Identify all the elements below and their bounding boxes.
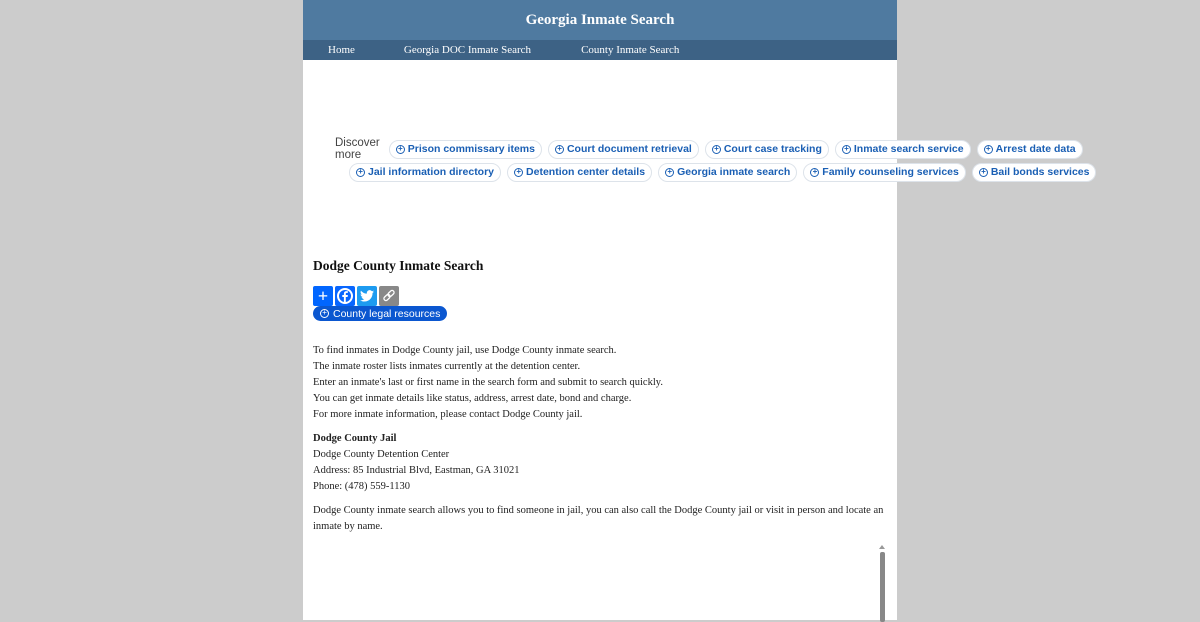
scroll-up-icon[interactable] xyxy=(879,545,885,549)
chip-georgia-inmate[interactable]: + Georgia inmate search xyxy=(658,163,797,182)
chip-jail-directory[interactable]: + Jail information directory xyxy=(349,163,501,182)
plus-circle-icon xyxy=(810,168,819,177)
main-nav xyxy=(303,40,897,60)
jail-name: Dodge County Jail xyxy=(313,433,397,444)
plus-circle-icon xyxy=(396,145,405,154)
plus-circle-icon xyxy=(555,145,564,154)
plus-circle-icon xyxy=(984,145,993,154)
nav-georgia-doc[interactable]: Georgia DOC Inmate Search xyxy=(403,44,532,56)
page-title: Dodge County Inmate Search xyxy=(313,258,484,273)
share-copy-link-button[interactable] xyxy=(379,286,399,306)
scroll-thumb[interactable] xyxy=(880,552,885,622)
chip-family-counseling[interactable]: + Family counseling services xyxy=(803,163,966,182)
chip-court-case[interactable]: + Court case tracking xyxy=(705,140,829,159)
plus-circle-icon xyxy=(514,168,523,177)
jail-info xyxy=(313,431,888,495)
outro-text: Dodge County inmate search allows you to find someone in jail, you can also call the Dodge County jail or visit in person and locate an inmate by name. xyxy=(313,505,884,532)
intro-text: To find inmates in Dodge County jail, use Dodge County inmate search. The inmate roster lists inmates currently at the detention center. Enter an inmate's last or first name in the search form and submit to search quickly. You can get inmate details like status, address, arrest date, bond and charge. For more inmate information, please contact Dodge County jail. xyxy=(313,345,663,420)
twitter-icon xyxy=(360,290,374,302)
plus-circle-icon xyxy=(320,309,329,318)
iframe-scrollbar[interactable] xyxy=(878,545,886,620)
chip-bail-bonds[interactable]: + Bail bonds services xyxy=(972,163,1097,182)
discover-label: Discover more xyxy=(335,137,380,161)
share-add-button[interactable]: + xyxy=(313,286,333,306)
plus-circle-icon xyxy=(665,168,674,177)
chip-inmate-search-service[interactable]: + Inmate search service xyxy=(835,140,971,159)
discover-more xyxy=(303,137,1090,182)
nav-county[interactable]: County Inmate Search xyxy=(581,44,680,56)
chip-county-legal-resources[interactable]: + County legal resources xyxy=(313,306,447,321)
share-buttons xyxy=(313,286,888,306)
jail-facility: Dodge County Detention Center xyxy=(313,449,450,460)
plus-circle-icon xyxy=(842,145,851,154)
chip-arrest-date[interactable]: + Arrest date data xyxy=(977,140,1083,159)
plus-circle-icon xyxy=(979,168,988,177)
main-content xyxy=(313,258,888,535)
chip-prison-commissary[interactable]: + Prison commissary items xyxy=(389,140,542,159)
site-title[interactable]: Georgia Inmate Search xyxy=(525,12,675,28)
chip-detention-center[interactable]: + Detention center details xyxy=(507,163,652,182)
site-header xyxy=(303,0,897,40)
share-facebook-button[interactable] xyxy=(335,286,355,306)
plus-circle-icon xyxy=(712,145,721,154)
link-icon xyxy=(382,289,396,303)
jail-phone: Phone: (478) 559-1130 xyxy=(313,481,411,492)
chip-court-document[interactable]: + Court document retrieval xyxy=(548,140,699,159)
facebook-icon xyxy=(337,288,353,304)
jail-address: Address: 85 Industrial Blvd, Eastman, GA 31021 xyxy=(313,465,520,476)
share-twitter-button[interactable] xyxy=(357,286,377,306)
plus-circle-icon xyxy=(356,168,365,177)
nav-home[interactable]: Home xyxy=(328,44,355,56)
